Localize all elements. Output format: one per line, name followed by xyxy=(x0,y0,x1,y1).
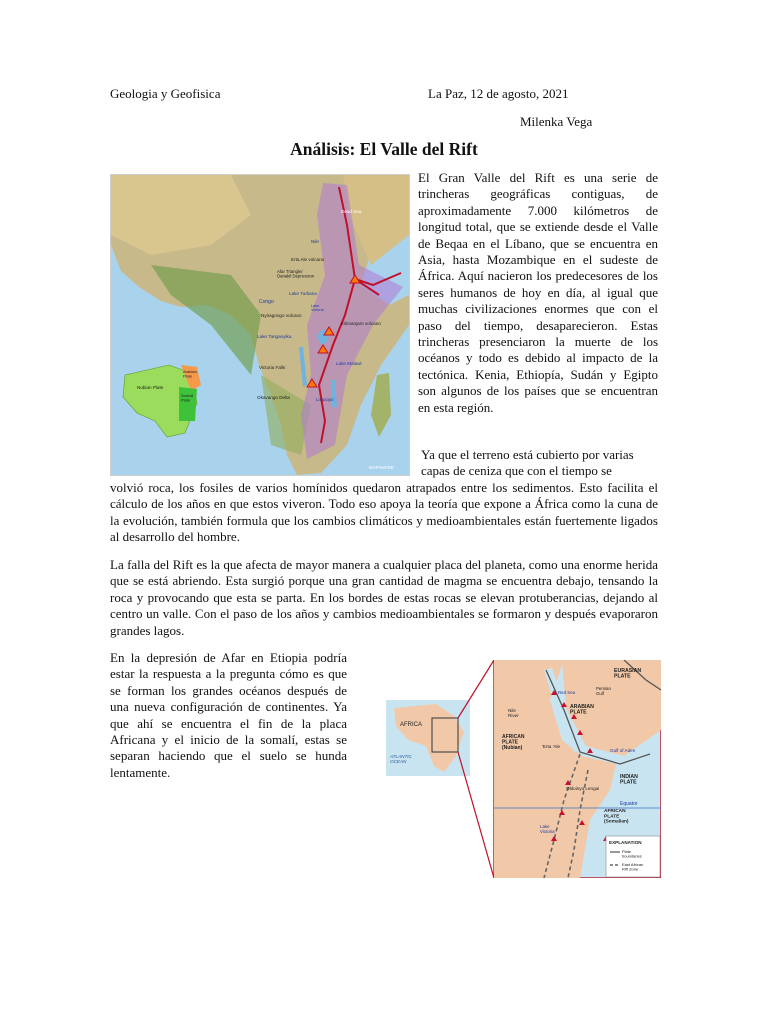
course-name: Geologia y Geofisica xyxy=(110,86,221,101)
label-arabian-plate: Arabian Plate xyxy=(183,369,197,379)
label-african-plate-somalian: AFRICAN PLATE (Somalian) xyxy=(604,809,629,825)
document-title: Análisis: El Valle del Rift xyxy=(290,139,478,159)
label-afar: Afar Triangle/ Danakil Depression xyxy=(277,269,315,279)
label-gulf-of-aden: Gulf of Aden xyxy=(610,748,636,753)
label-erta-ale-2: 'Erta 'Ale xyxy=(542,744,561,749)
label-kilimanjaro: Kilimanjaro volcano xyxy=(341,321,381,326)
label-arabian-plate-2: ARABIAN PLATE xyxy=(570,704,594,716)
label-malawi: Lake Malawi xyxy=(336,361,362,366)
label-oldoinyo-lengai: Oldoinyo Lengai xyxy=(566,786,600,791)
legend-rift-zone: East African Rift Zone xyxy=(622,862,644,872)
label-red-sea: Red Sea xyxy=(558,690,576,695)
label-african-plate-nubian: AFRICAN PLATE (Nubian) xyxy=(502,734,525,751)
map-legend xyxy=(606,836,660,877)
label-tanganyika: Lake Tanganyika xyxy=(257,334,292,339)
paragraph-fossils xyxy=(110,447,658,545)
paragraph-fossils-rest: volvió roca, los fosiles de varios homínidos quedaron atrapados entre los sedimentos. Esto facilita el cálculo de los años en que estos viveron. Todo eso apoya la teoría que expone a África como la cuna de la evolución, también formula que los cambios climáticos y medioambientales están fuertemente ligados al desarrollo del hombre. xyxy=(110,479,658,545)
legend-title: EXPLANATION xyxy=(609,840,642,845)
map-credit: MAPSWIRE xyxy=(369,465,395,470)
label-equator: Equator xyxy=(620,801,638,807)
label-somali-plate: Somali Plate xyxy=(181,393,194,403)
paragraph-fossils-line2: capas de ceniza que con el tiempo se xyxy=(421,463,612,479)
label-indian-plate: INDIAN PLATE xyxy=(620,774,638,786)
label-lake-victoria: Lake Victoria xyxy=(311,304,324,313)
label-erta-ale: Erta Ale volcano xyxy=(291,257,325,262)
label-eurasian-plate: EURASIAN PLATE xyxy=(614,668,642,680)
paragraph-afar: En la depresión de Afar en Etiopia podría estar la respuesta a la pregunta cómo es que se forman los grandes océanos después de una nueva configuración de continentes. Ya que ahí se encuentra el fin de la placa Africana y el inicio de la somalí, estas se separan haciendo que el suelo se hunda lentamente. xyxy=(110,650,347,780)
label-nile-river: Nile River xyxy=(508,708,519,719)
paragraph-fossils-line1: Ya que el terreno está cubierto por varias xyxy=(421,447,634,462)
rift-valley-map xyxy=(110,174,410,476)
label-limpopo: Limpopo xyxy=(316,397,334,402)
label-nile: Nile xyxy=(311,239,319,244)
label-africa: AFRICA xyxy=(400,722,423,728)
label-atlantic: ATLANTIC OCEAN xyxy=(390,754,412,765)
label-lake-victoria-2: Lake Victoria xyxy=(540,824,555,834)
label-okavango: Okavango Delta xyxy=(257,395,290,400)
document-date: La Paz, 12 de agosto, 2021 xyxy=(428,86,569,101)
afar-plates-map-svg xyxy=(384,660,661,878)
paragraph-intro: El Gran Valle del Rift es una serie de trincheras geográficas contiguas, de aproximadamente 7.000 kilómetros de longitud total, que se extiende desde el Valle de Beqaa en el Líbano, que se encuentra en Asia, hasta Mozambique en el sudeste de África. Aquí nacieron los predecesores de los seres humanos de hoy en día, al igual que muchas civilizaciones enormes que con el paso del tiempo, desaparecieron. Estas trincheras presenciaron la muerte de los océanos y todo es debido al impacto de la tectónica. Kenia, Ethiopía, Sudán y Egipto son algunos de los países que se encuentran en esta región. xyxy=(418,170,658,415)
label-persian-gulf: Persian Gulf xyxy=(596,686,611,696)
label-lake-turkana: Lake Turkana xyxy=(289,291,317,296)
label-congo: Congo xyxy=(259,299,274,305)
rift-valley-map-svg xyxy=(111,175,409,475)
paragraph-fault: La falla del Rift es la que afecta de mayor manera a cualquier placa del planeta, como una enorme herida que se está abriendo. Esta surgió porque una gran cantidad de magma se encuentra debajo, tensando la roca y provocando que esta se parta. En los bordes de estas rocas se elevan protuberancias, dejando al centro un valle. Con el paso de los años y cambios medioambientales se formaron y después evaporaron grandes lagos. xyxy=(110,557,658,638)
label-victoria-falls: Victoria Falls xyxy=(259,365,286,370)
author-name: Milenka Vega xyxy=(520,114,593,129)
afar-plates-map xyxy=(384,660,661,878)
label-nyiragongo: Nyiragongo volcano xyxy=(261,313,302,318)
label-dead-sea: Dead Sea xyxy=(341,209,362,214)
label-nubian-plate: Nubian Plate xyxy=(137,385,164,390)
legend-plate-boundaries: Plate boundaries xyxy=(622,849,642,859)
